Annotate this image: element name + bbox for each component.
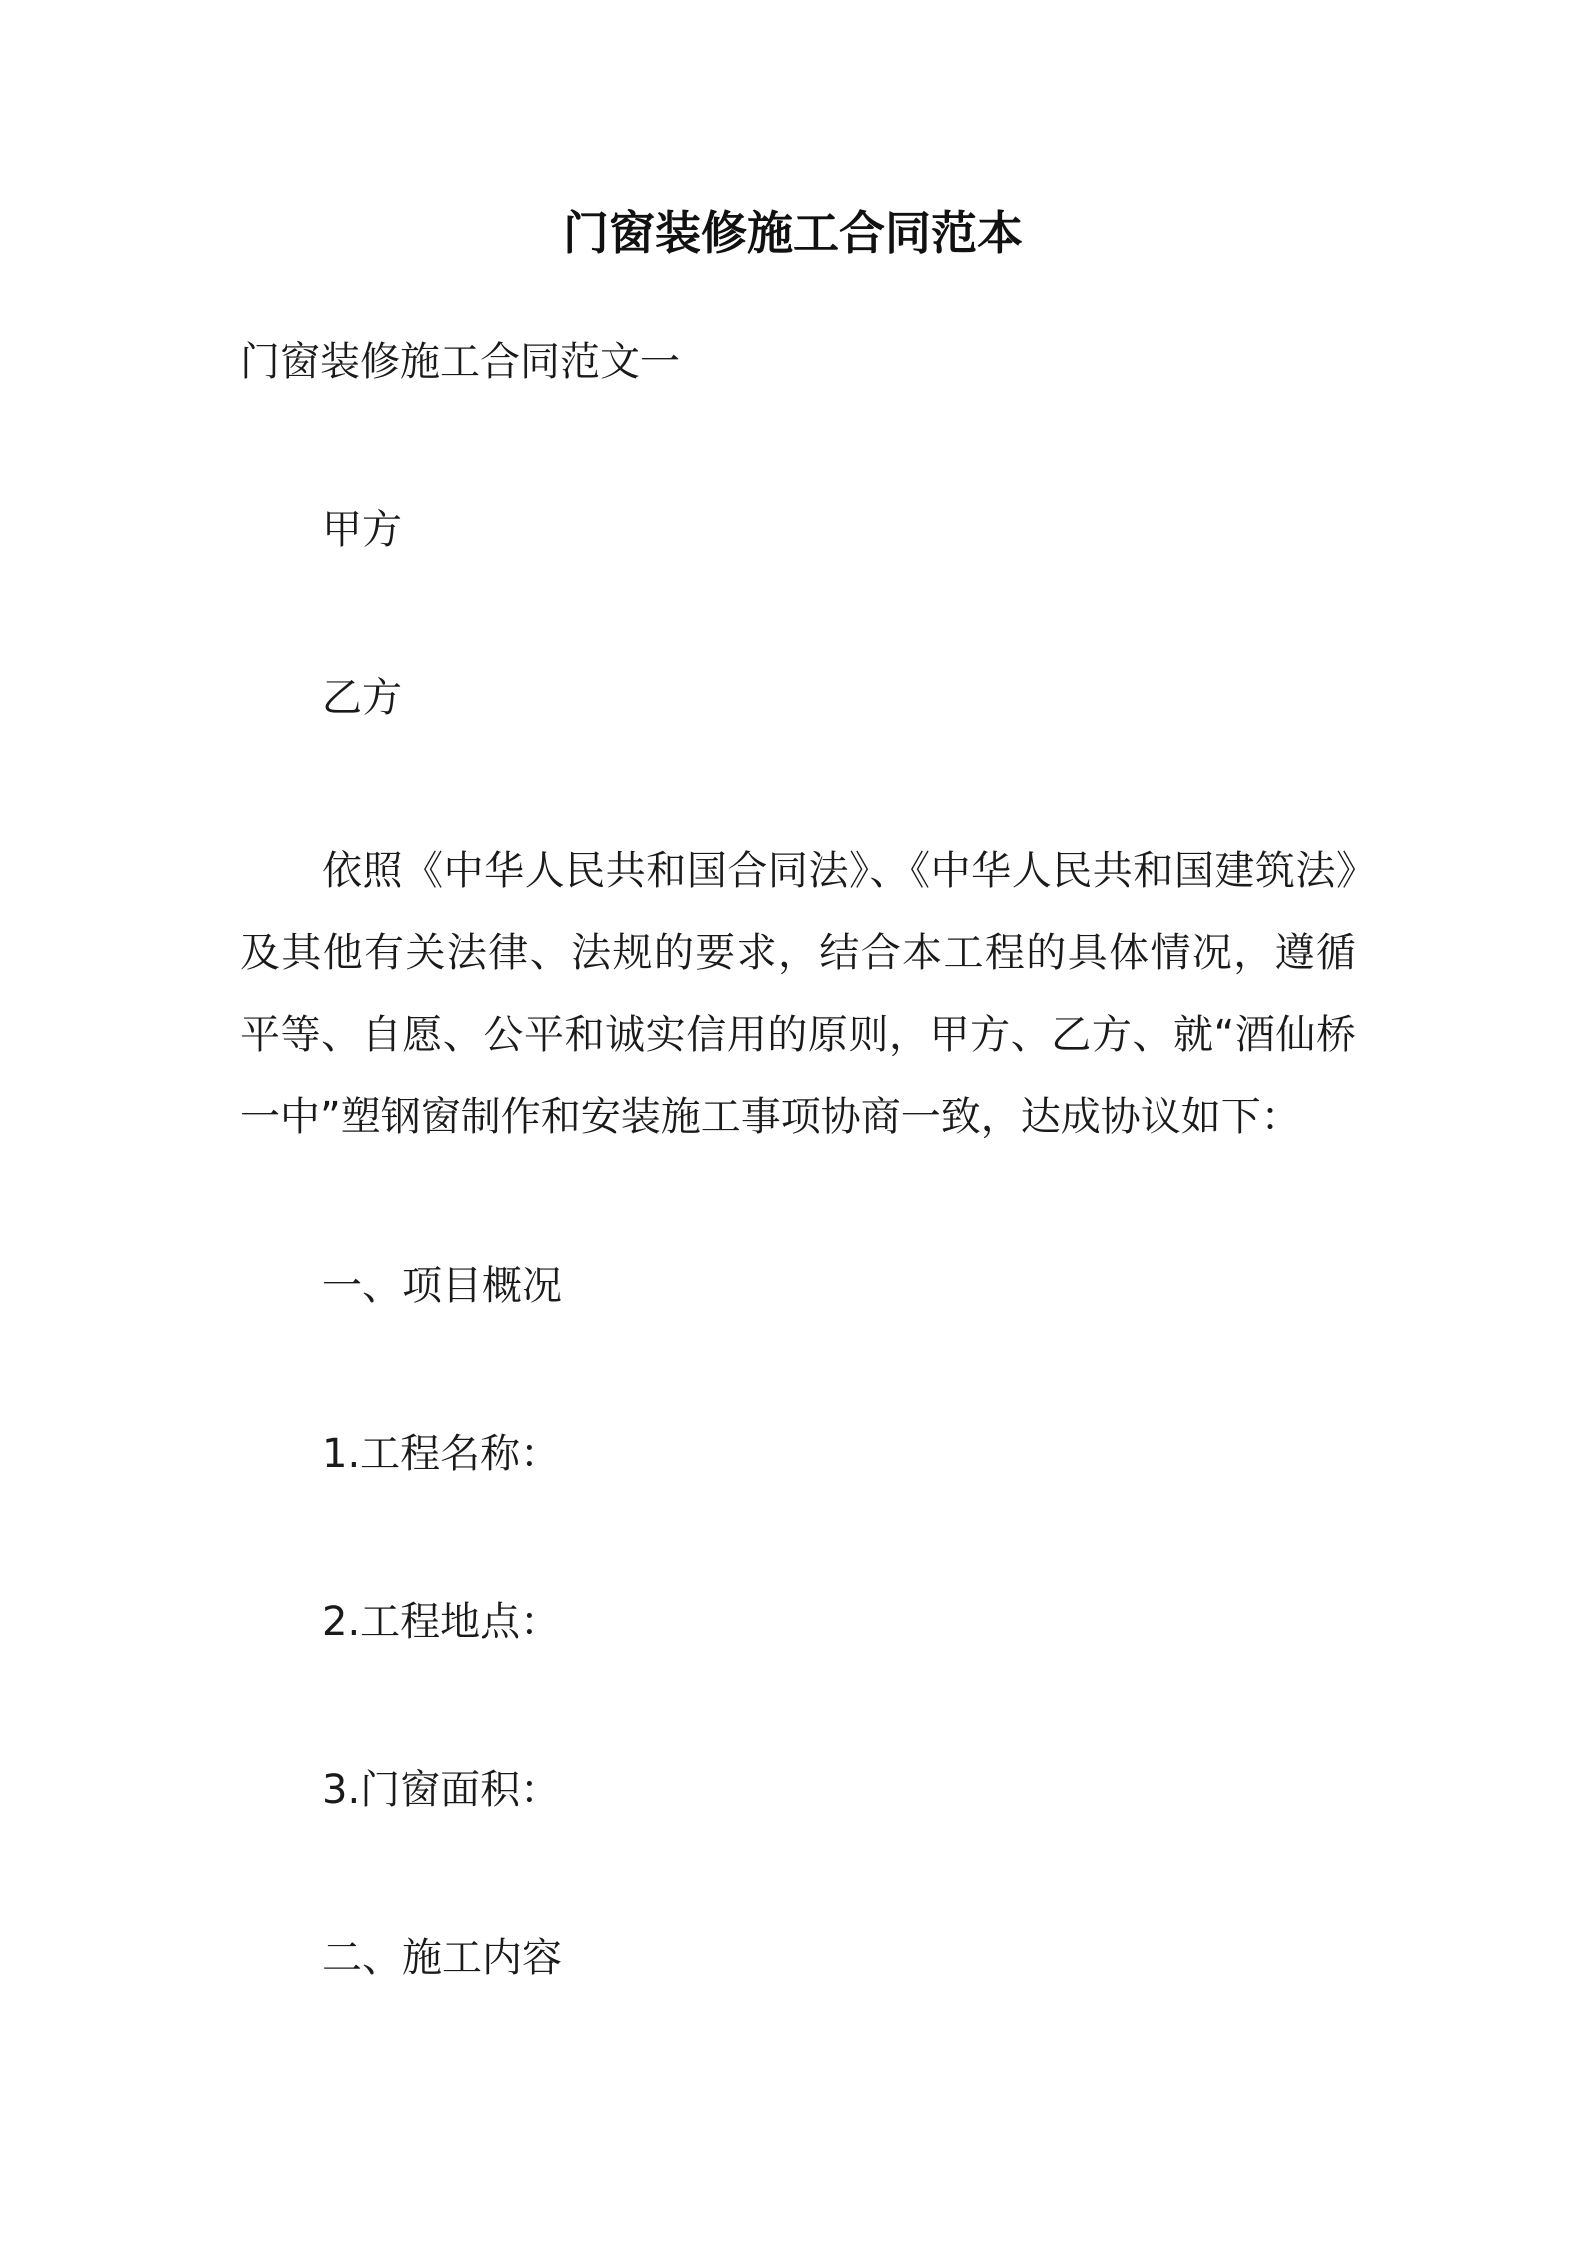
item-project-location: 2.工程地点：: [322, 1599, 561, 1645]
document-subtitle: 门窗装修施工合同范文一: [240, 339, 680, 385]
intro-paragraph: 依照《中华人民共和国合同法》、《中华人民共和国建筑法》及其他有关法律、法规的要求，结合本工程的具体情况，遵循平等、自愿、公平和诚实信用的原则，甲方、乙方、就“酒仙桥一中”塑钢窗制作和安装施工事项协商一致，达成协议如下：: [240, 848, 1356, 1140]
item-window-area: 3.门窗面积：: [322, 1767, 561, 1813]
party-a-label: 甲方: [322, 507, 402, 553]
item-project-name: 1.工程名称：: [322, 1431, 561, 1477]
document-title: 门窗装修施工合同范本: [563, 206, 1023, 260]
section-heading-project-overview: 一、项目概况: [322, 1263, 562, 1309]
party-b-label: 乙方: [322, 675, 402, 721]
section-heading-construction-content: 二、施工内容: [322, 1935, 562, 1981]
